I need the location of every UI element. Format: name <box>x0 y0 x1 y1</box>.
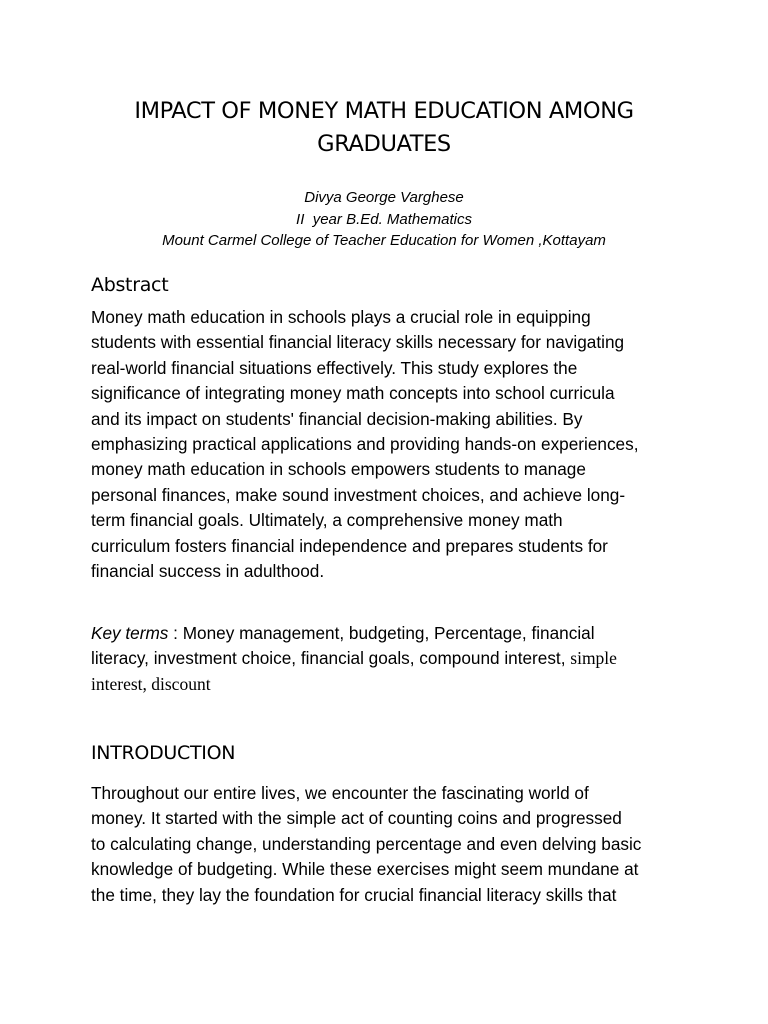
abstract-line: term financial goals. Ultimately, a comprehensive money math <box>91 510 563 531</box>
paper-title-line: IMPACT OF MONEY MATH EDUCATION AMONG <box>134 98 634 124</box>
abstract-paragraph <box>91 305 691 584</box>
key-terms-line: interest, discount <box>91 673 211 694</box>
abstract-line: money math education in schools empowers students to manage <box>91 459 586 480</box>
introduction-line: to calculating change, understanding percentage and even delving basic <box>91 833 642 854</box>
introduction-line: knowledge of budgeting. While these exercises might seem mundane at <box>91 859 639 880</box>
author-institution: Mount Carmel College of Teacher Education for Women ,Kottayam <box>162 232 606 249</box>
abstract-line: significance of integrating money math concepts into school curricula <box>91 383 615 404</box>
key-terms-text: literacy, investment choice, financial goals, compound interest, <box>91 648 571 669</box>
abstract-line: and its impact on students' financial decision-making abilities. By <box>91 408 583 429</box>
introduction-line: Throughout our entire lives, we encounter the fascinating world of <box>91 783 589 803</box>
abstract-heading: Abstract <box>91 274 169 296</box>
abstract-line: real-world financial situations effectively. This study explores the <box>91 357 578 378</box>
key-terms-paragraph <box>91 621 691 697</box>
introduction-heading: INTRODUCTION <box>91 742 236 764</box>
author-block <box>70 187 698 252</box>
introduction-line: money. It started with the simple act of counting coins and progressed <box>91 808 622 829</box>
paper-title <box>70 95 698 161</box>
abstract-line: Money math education in schools plays a crucial role in equipping <box>91 307 591 327</box>
key-terms-line <box>91 621 691 646</box>
abstract-line: students with essential financial literacy skills necessary for navigating <box>91 332 625 353</box>
abstract-line: curriculum fosters financial independence and prepares students for <box>91 535 608 556</box>
author-program: II year B.Ed. Mathematics <box>296 210 472 228</box>
introduction-paragraph <box>91 781 691 908</box>
introduction-line: the time, they lay the foundation for crucial financial literacy skills that <box>91 884 617 905</box>
key-terms-text: : Money management, budgeting, Percentage, financial <box>168 623 595 643</box>
abstract-line: financial success in adulthood. <box>91 561 325 582</box>
key-terms-line <box>91 646 691 671</box>
abstract-line: personal finances, make sound investment choices, and achieve long- <box>91 484 626 505</box>
abstract-line: emphasizing practical applications and providing hands-on experiences, <box>91 434 639 455</box>
author-name: Divya George Varghese <box>304 189 464 206</box>
key-terms-text: simple <box>570 648 617 669</box>
paper-title-line: GRADUATES <box>317 131 451 157</box>
key-terms-label: Key terms <box>91 623 169 643</box>
